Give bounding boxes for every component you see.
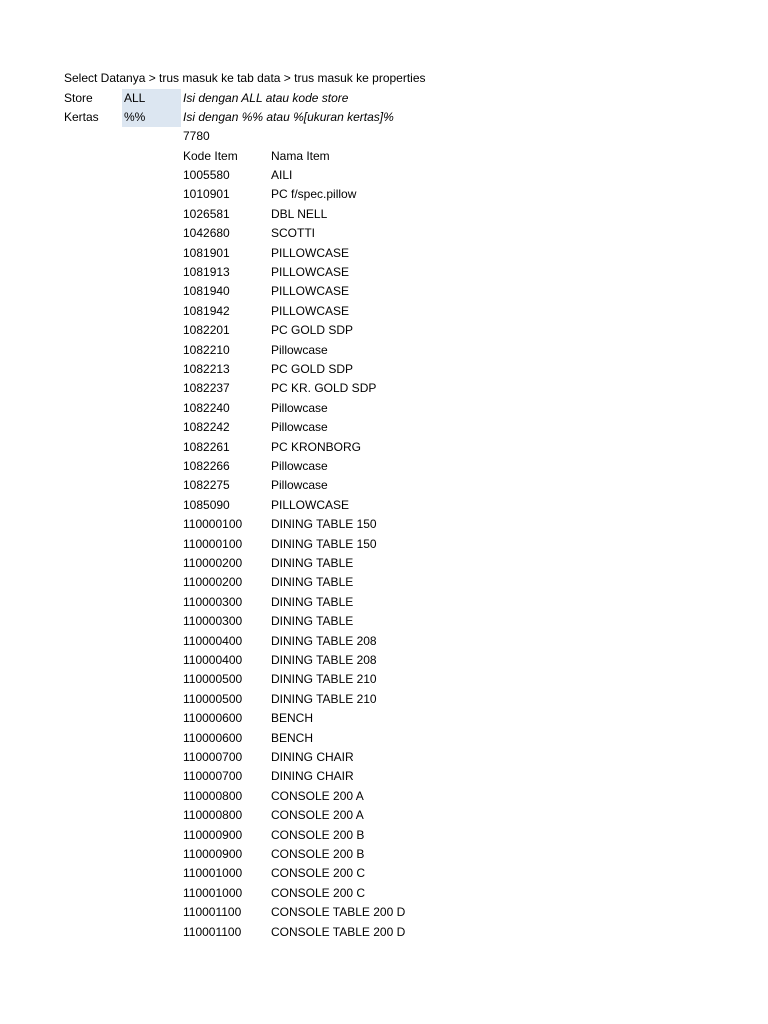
item-name-cell: DINING TABLE [271, 556, 354, 570]
item-code-cell: 110001100 [183, 924, 242, 939]
store-hint: Isi dengan ALL atau kode store [183, 91, 349, 105]
table-row [0, 651, 768, 670]
item-code-cell: 110000300 [183, 594, 243, 609]
table-row [0, 573, 768, 592]
item-name-cell: DINING TABLE 210 [271, 691, 377, 706]
total-count: 7780 [183, 129, 210, 143]
kertas-input-cell[interactable]: %% [122, 108, 181, 127]
item-name-cell: CONSOLE 200 A [271, 808, 364, 823]
table-row [0, 923, 768, 942]
item-name-cell: DINING TABLE [271, 614, 354, 629]
item-code-cell: 110000800 [183, 808, 243, 823]
item-code-cell: 110001100 [183, 905, 242, 920]
table-row [0, 438, 768, 457]
item-code-cell: 110000600 [183, 711, 243, 726]
table-row [0, 302, 768, 321]
item-code-cell: 110000900 [183, 827, 243, 842]
item-name-cell: PILLOWCASE [271, 284, 350, 299]
table-row [0, 845, 768, 864]
item-name-cell: AILI [271, 168, 293, 182]
item-code-cell: 1082261 [183, 439, 230, 454]
item-name-cell: Pillowcase [271, 420, 328, 435]
item-name-cell: DINING CHAIR [271, 750, 354, 764]
item-name-cell: CONSOLE 200 C [271, 866, 366, 881]
item-code-cell: 1082210 [183, 342, 230, 357]
item-name-cell: DINING TABLE [271, 575, 354, 590]
instruction-text: Select Datanya > trus masuk ke tab data > trus masuk ke properties [64, 71, 426, 85]
table-row [0, 457, 768, 476]
item-name-cell: PILLOWCASE [271, 497, 350, 512]
table-row [0, 166, 768, 185]
item-code-cell: 110000100 [183, 536, 243, 551]
table-header-row [0, 147, 768, 166]
item-code-cell: 110000600 [183, 730, 243, 745]
item-code-cell: 110001000 [183, 866, 243, 881]
item-code-cell: 110000200 [183, 575, 243, 590]
item-code-cell: 1082240 [183, 400, 230, 415]
table-row [0, 748, 768, 767]
table-row [0, 185, 768, 204]
table-row [0, 476, 768, 495]
table-row [0, 593, 768, 612]
item-code-cell: 1081940 [183, 284, 230, 299]
item-code-cell: 1010901 [183, 187, 230, 202]
item-code-cell: 1082266 [183, 459, 230, 473]
item-name-cell: DINING TABLE [271, 594, 354, 609]
table-row [0, 535, 768, 554]
item-name-cell: BENCH [271, 711, 314, 726]
table-row [0, 690, 768, 709]
item-code-cell: 110000500 [183, 672, 243, 687]
item-code-cell: 110000400 [183, 633, 243, 648]
table-row [0, 379, 768, 398]
table-row [0, 767, 768, 786]
item-code-cell: 110000300 [183, 614, 243, 629]
item-name-cell: PC GOLD SDP [271, 362, 354, 376]
table-row [0, 884, 768, 903]
item-name-cell: DINING TABLE 150 [271, 517, 377, 532]
total-row [0, 127, 768, 146]
item-code-cell: 110000900 [183, 847, 243, 861]
item-code-cell: 110000200 [183, 556, 243, 570]
item-name-cell: PILLOWCASE [271, 265, 350, 279]
item-code-cell: 1085090 [183, 497, 230, 512]
item-code-cell: 110000400 [183, 653, 243, 667]
header-kode-item: Kode Item [183, 149, 238, 163]
item-name-cell: Pillowcase [271, 459, 328, 473]
item-name-cell: CONSOLE 200 C [271, 885, 366, 900]
item-name-cell: PC KR. GOLD SDP [271, 381, 377, 396]
item-name-cell: PC f/spec.pillow [271, 187, 357, 202]
table-row [0, 806, 768, 825]
instruction-row [0, 69, 768, 88]
table-row [0, 515, 768, 534]
item-code-cell: 110000700 [183, 750, 243, 764]
table-row [0, 282, 768, 301]
table-row [0, 670, 768, 689]
store-input-cell[interactable]: ALL [122, 89, 181, 108]
item-name-cell: BENCH [271, 730, 314, 745]
table-row [0, 263, 768, 282]
table-row [0, 205, 768, 224]
kertas-label: Kertas [64, 110, 99, 124]
table-row [0, 418, 768, 437]
table-row [0, 399, 768, 418]
table-row [0, 244, 768, 263]
table-row [0, 224, 768, 243]
item-name-cell: Pillowcase [271, 342, 328, 357]
table-row [0, 787, 768, 806]
table-row [0, 496, 768, 515]
item-code-cell: 1081942 [183, 303, 230, 318]
item-name-cell: DINING TABLE 210 [271, 672, 377, 687]
table-row [0, 341, 768, 360]
item-name-cell: Pillowcase [271, 478, 328, 493]
table-row [0, 612, 768, 631]
table-row [0, 554, 768, 573]
item-code-cell: 1082213 [183, 362, 230, 376]
item-name-cell: CONSOLE TABLE 200 D [271, 905, 406, 920]
item-code-cell: 1081913 [183, 265, 230, 279]
item-code-cell: 110000500 [183, 691, 243, 706]
table-row [0, 360, 768, 379]
item-code-cell: 1082237 [183, 381, 230, 396]
item-name-cell: DINING TABLE 208 [271, 633, 377, 648]
header-nama-item: Nama Item [271, 149, 330, 163]
table-row [0, 709, 768, 728]
item-code-cell: 1082275 [183, 478, 230, 493]
item-code-cell: 1005580 [183, 168, 230, 182]
item-name-cell: PC GOLD SDP [271, 323, 354, 338]
item-code-cell: 1082242 [183, 420, 230, 435]
item-name-cell: SCOTTI [271, 226, 315, 241]
store-label: Store [64, 91, 93, 105]
item-name-cell: DINING CHAIR [271, 769, 354, 784]
table-row [0, 864, 768, 883]
item-code-cell: 110000700 [183, 769, 243, 784]
item-code-cell: 1026581 [183, 206, 230, 221]
table-row [0, 632, 768, 651]
item-name-cell: PILLOWCASE [271, 245, 350, 260]
table-row [0, 903, 768, 922]
item-name-cell: DINING TABLE 208 [271, 653, 377, 667]
item-code-cell: 110001000 [183, 885, 243, 900]
item-name-cell: PC KRONBORG [271, 439, 362, 454]
item-code-cell: 110000100 [183, 517, 243, 532]
table-row [0, 321, 768, 340]
item-name-cell: DBL NELL [271, 206, 328, 221]
kertas-hint: Isi dengan %% atau %[ukuran kertas]% [183, 110, 394, 124]
item-name-cell: CONSOLE 200 A [271, 788, 364, 803]
item-name-cell: CONSOLE 200 B [271, 847, 365, 861]
item-code-cell: 1081901 [183, 245, 230, 260]
item-name-cell: CONSOLE 200 B [271, 827, 365, 842]
item-code-cell: 1042680 [183, 226, 230, 241]
table-row [0, 826, 768, 845]
item-name-cell: PILLOWCASE [271, 303, 350, 318]
item-code-cell: 110000800 [183, 788, 243, 803]
table-row [0, 729, 768, 748]
item-name-cell: CONSOLE TABLE 200 D [271, 924, 406, 939]
item-name-cell: DINING TABLE 150 [271, 536, 377, 551]
store-row [0, 89, 768, 108]
item-name-cell: Pillowcase [271, 400, 328, 415]
item-code-cell: 1082201 [183, 323, 230, 338]
kertas-row [0, 108, 768, 127]
